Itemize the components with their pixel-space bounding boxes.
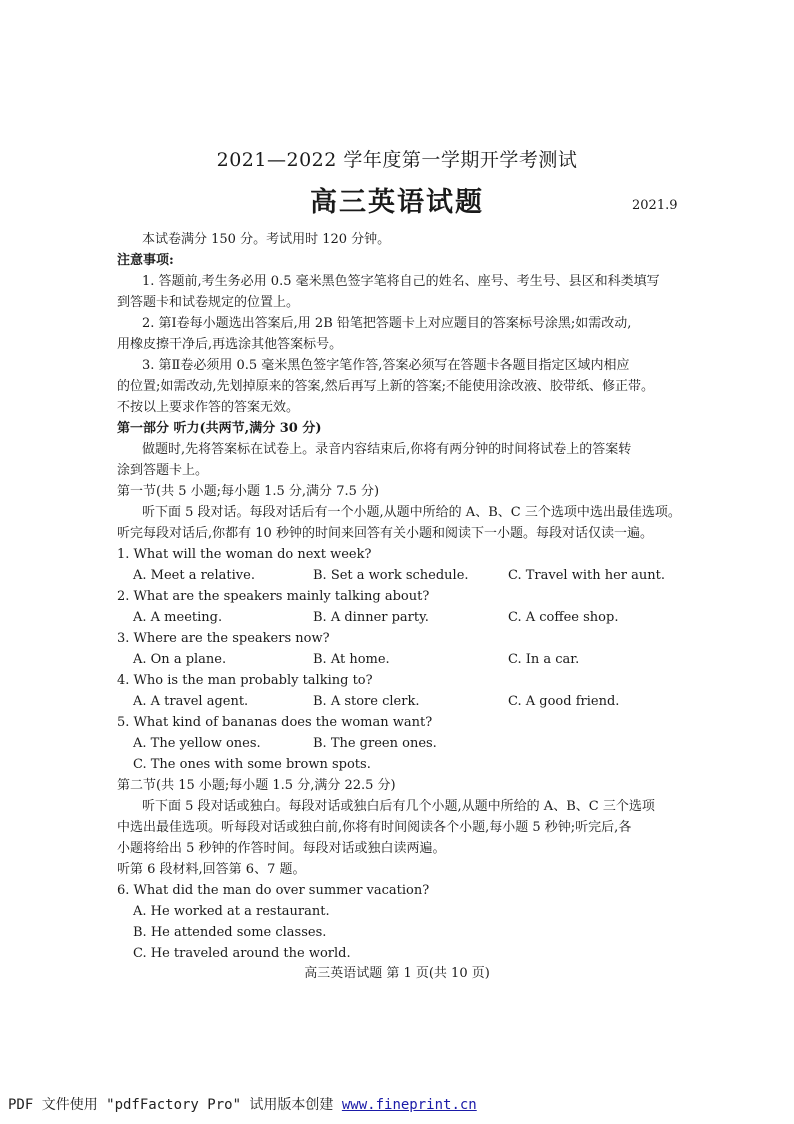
notice-line: 到答题卡和试卷规定的位置上。 — [117, 295, 300, 310]
question-stem: 1. What will the woman do next week? — [117, 547, 372, 562]
section2-instruction: 中选出最佳选项。听每段对话或独白前,你将有时间阅读各个小题,每小题 5 秒钟;听完后,各 — [117, 820, 632, 835]
notice-line: 2. 第Ⅰ卷每小题选出答案后,用 2B 铅笔把答题卡上对应题目的答案标号涂黑;如需改动, — [142, 316, 632, 331]
fineprint-link[interactable]: www.fineprint.cn — [341, 1097, 477, 1113]
option-c: C. Travel with her aunt. — [508, 568, 665, 583]
option-c: C. The ones with some brown spots. — [133, 757, 371, 772]
section2-instruction: 听下面 5 段对话或独白。每段对话或独白后有几个小题,从题中所给的 A、B、C 三个选项 — [142, 799, 655, 814]
option-a: A. Meet a relative. — [133, 568, 255, 583]
section2-heading: 第二节(共 15 小题;每小题 1.5 分,满分 22.5 分) — [117, 778, 396, 793]
pdf-creator-note — [8, 1094, 477, 1114]
notice-line: 3. 第Ⅱ卷必须用 0.5 毫米黑色签字笔作答,答案必须写在答题卡各题目指定区域内相应 — [142, 358, 630, 373]
option-a: A. On a plane. — [133, 652, 227, 667]
notice-heading: 注意事项: — [117, 253, 174, 268]
notice-line: 用橡皮擦干净后,再选涂其他答案标号。 — [117, 337, 343, 352]
section2-instruction: 小题将给出 5 秒钟的作答时间。每段对话或独白读两遍。 — [117, 841, 446, 856]
part1-instruction: 涂到答题卡上。 — [117, 463, 209, 478]
question-stem: 2. What are the speakers mainly talking about? — [117, 589, 430, 604]
option-c: C. In a car. — [508, 652, 580, 667]
option-a: A. The yellow ones. — [133, 736, 261, 751]
exam-subtitle: 高三英语试题 — [310, 187, 484, 218]
part1-instruction: 做题时,先将答案标在试卷上。录音内容结束后,你将有两分钟的时间将试卷上的答案转 — [142, 442, 632, 457]
option-a: A. A meeting. — [133, 610, 223, 625]
question-stem: 5. What kind of bananas does the woman want? — [117, 715, 433, 730]
notice-line: 不按以上要求作答的答案无效。 — [117, 400, 300, 415]
option-b: B. The green ones. — [313, 736, 437, 751]
option-b: B. Set a work schedule. — [313, 568, 469, 583]
option-c: C. A coffee shop. — [508, 610, 619, 625]
exam-title: 2021—2022 学年度第一学期开学考测试 — [216, 149, 578, 171]
option-c: C. He traveled around the world. — [133, 946, 351, 961]
question-stem: 3. Where are the speakers now? — [117, 631, 330, 646]
section1-heading: 第一节(共 5 小题;每小题 1.5 分,满分 7.5 分) — [117, 484, 380, 499]
option-b: B. At home. — [313, 652, 390, 667]
option-a: A. He worked at a restaurant. — [133, 904, 330, 919]
option-c: C. A good friend. — [508, 694, 620, 709]
section1-instruction: 听下面 5 段对话。每段对话后有一个小题,从题中所给的 A、B、C 三个选项中选出最佳选项。 — [142, 505, 681, 520]
option-b: B. A store clerk. — [313, 694, 420, 709]
option-b: B. He attended some classes. — [133, 925, 327, 940]
exam-date: 2021.9 — [632, 198, 678, 213]
pdf-note-text: PDF 文件使用 "pdfFactory Pro" 试用版本创建 — [8, 1097, 342, 1113]
question-stem: 4. Who is the man probably talking to? — [117, 673, 373, 688]
option-b: B. A dinner party. — [313, 610, 429, 625]
part1-heading: 第一部分 听力(共两节,满分 30 分) — [117, 421, 322, 436]
page-footer: 高三英语试题 第 1 页(共 10 页) — [304, 966, 490, 981]
notice-line: 的位置;如需改动,先划掉原来的答案,然后再写上新的答案;不能使用涂改液、胶带纸、修正带。 — [117, 379, 655, 394]
intro-text: 本试卷满分 150 分。考试用时 120 分钟。 — [142, 232, 391, 247]
material-note: 听第 6 段材料,回答第 6、7 题。 — [117, 862, 306, 877]
question-stem: 6. What did the man do over summer vacation? — [117, 883, 430, 898]
notice-line: 1. 答题前,考生务必用 0.5 毫米黑色签字笔将自己的姓名、座号、考生号、县区和科类填写 — [142, 274, 660, 289]
option-a: A. A travel agent. — [133, 694, 249, 709]
section1-instruction: 听完每段对话后,你都有 10 秒钟的时间来回答有关小题和阅读下一小题。每段对话仅读一遍。 — [117, 526, 653, 541]
